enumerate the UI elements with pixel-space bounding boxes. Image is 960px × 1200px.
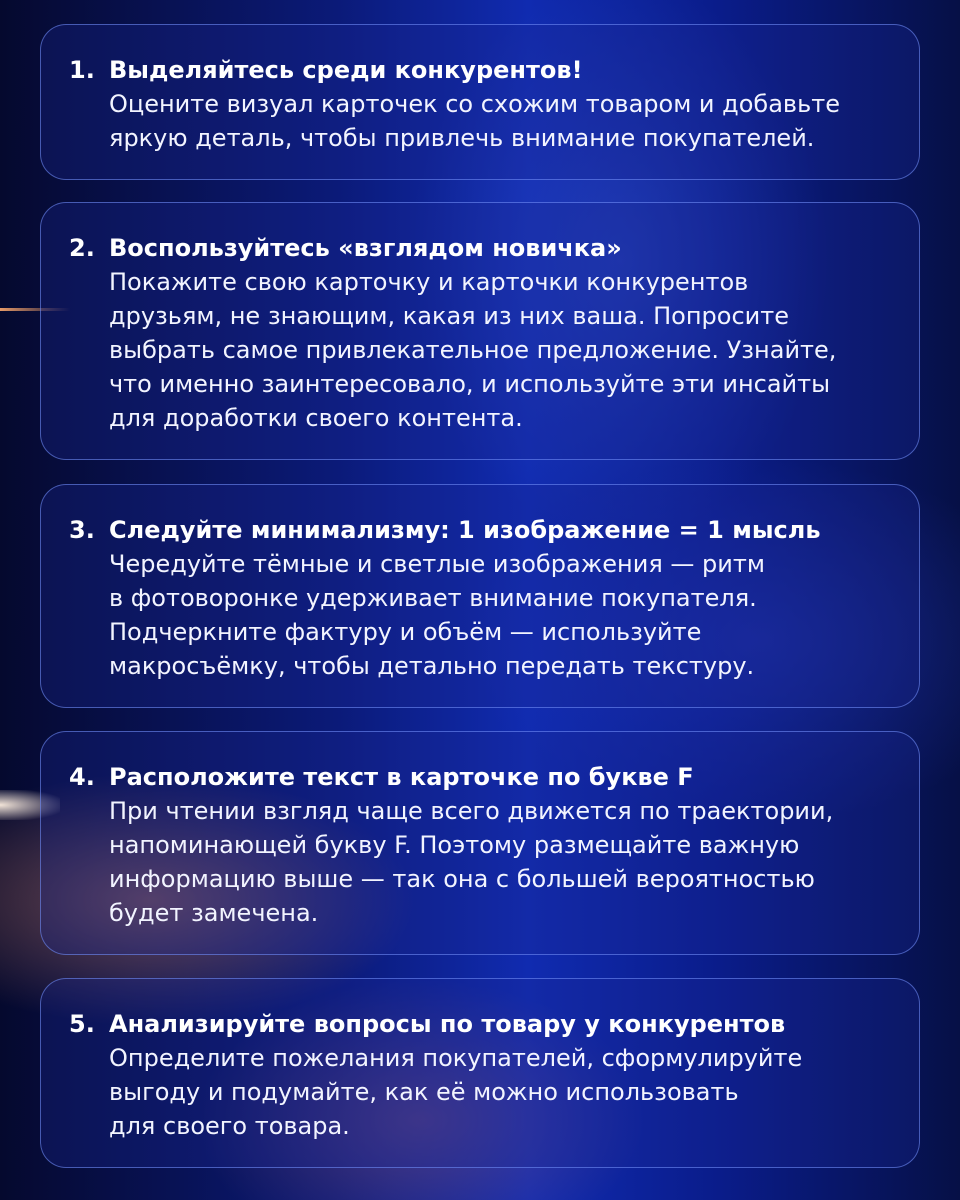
tip-body-line: яркую деталь, чтобы привлечь внимание покупателей. bbox=[109, 124, 815, 152]
tip-card-1 bbox=[40, 24, 920, 180]
tip-body-line: будет замечена. bbox=[109, 899, 319, 927]
tip-number: 4. bbox=[69, 763, 95, 791]
tip-body bbox=[109, 1041, 891, 1143]
tip-title-row bbox=[69, 1007, 891, 1041]
tip-title: Расположите текст в карточке по букве F bbox=[109, 763, 694, 791]
tip-title-row bbox=[69, 760, 891, 794]
tip-card-4 bbox=[40, 731, 920, 955]
tip-body bbox=[109, 87, 891, 155]
tip-number: 3. bbox=[69, 516, 95, 544]
tip-body-line: для доработки своего контента. bbox=[109, 404, 523, 432]
tip-body-line: При чтении взгляд чаще всего движется по траектории, bbox=[109, 797, 834, 825]
tip-title: Анализируйте вопросы по товару у конкурентов bbox=[109, 1010, 786, 1038]
tip-body-line: в фотоворонке удерживает внимание покупателя. bbox=[109, 584, 757, 612]
tip-body-line: напоминающей букву F. Поэтому размещайте важную bbox=[109, 831, 800, 859]
tip-body-line: что именно заинтересовало, и используйте эти инсайты bbox=[109, 370, 831, 398]
tip-body-line: макросъёмку, чтобы детально передать текстуру. bbox=[109, 652, 755, 680]
tip-title-row bbox=[69, 53, 891, 87]
tip-title: Воспользуйтесь «взглядом новичка» bbox=[109, 234, 622, 262]
tip-body bbox=[109, 794, 891, 930]
tip-body-line: Подчеркните фактуру и объём — используйте bbox=[109, 618, 702, 646]
tip-body-line: Чередуйте тёмные и светлые изображения — ритм bbox=[109, 550, 765, 578]
tip-body-line: Определите пожелания покупателей, сформулируйте bbox=[109, 1044, 803, 1072]
tip-card-5 bbox=[40, 978, 920, 1168]
tip-body-line: информацию выше — так она с большей вероятностью bbox=[109, 865, 815, 893]
tip-card-2 bbox=[40, 202, 920, 460]
tip-number: 1. bbox=[69, 56, 95, 84]
tip-title-row bbox=[69, 231, 891, 265]
tip-title-row bbox=[69, 513, 891, 547]
tip-body bbox=[109, 265, 891, 435]
tip-number: 5. bbox=[69, 1010, 95, 1038]
tip-body-line: для своего товара. bbox=[109, 1112, 350, 1140]
tip-title: Выделяйтесь среди конкурентов! bbox=[109, 56, 583, 84]
tip-body bbox=[109, 547, 891, 683]
tip-body-line: друзьям, не знающим, какая из них ваша. Попросите bbox=[109, 302, 789, 330]
tip-card-3 bbox=[40, 484, 920, 708]
tip-body-line: выбрать самое привлекательное предложение. Узнайте, bbox=[109, 336, 837, 364]
tip-body-line: выгоду и подумайте, как её можно использовать bbox=[109, 1078, 739, 1106]
tip-title: Следуйте минимализму: 1 изображение = 1 мысль bbox=[109, 516, 821, 544]
tip-number: 2. bbox=[69, 234, 95, 262]
tip-body-line: Покажите свою карточку и карточки конкурентов bbox=[109, 268, 749, 296]
tip-body-line: Оцените визуал карточек со схожим товаром и добавьте bbox=[109, 90, 840, 118]
